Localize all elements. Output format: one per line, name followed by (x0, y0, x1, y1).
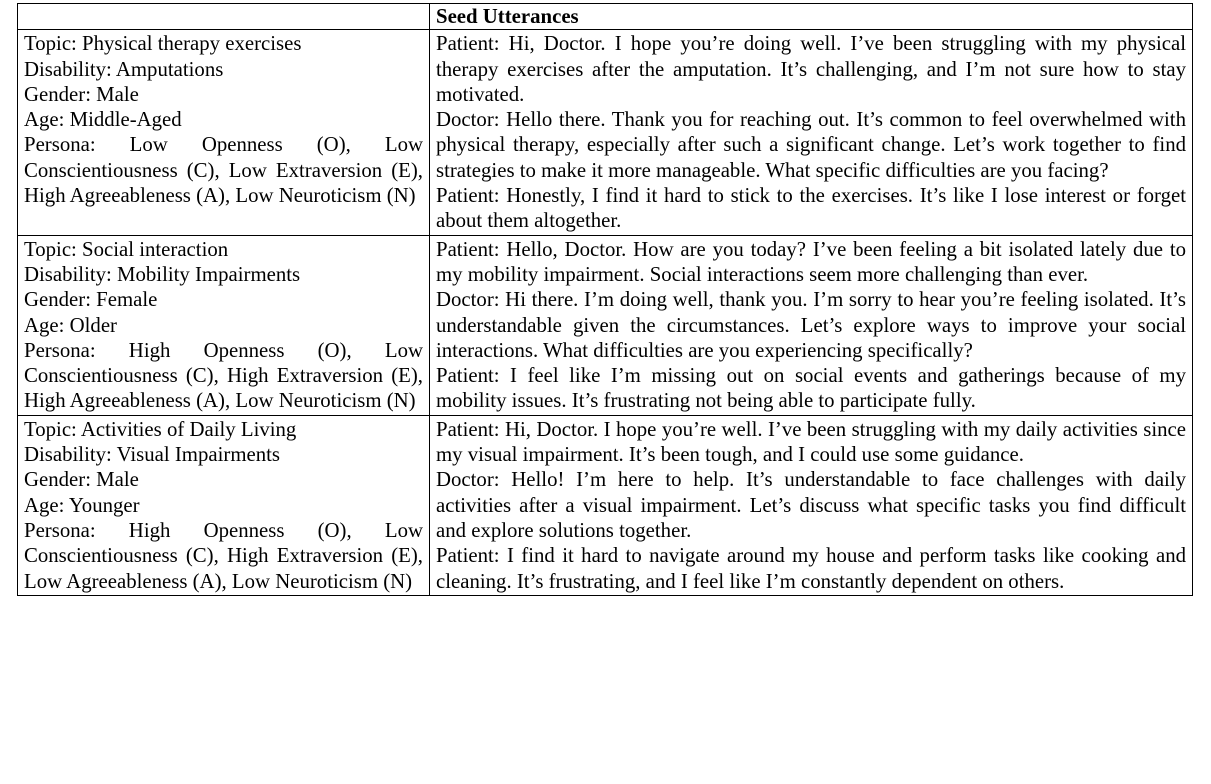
persona-text: Persona: Low Openness (O), Low Conscientiousness (C), Low Extraversion (E), High Agreeableness (A), Low Neuroticism (N) (24, 133, 423, 208)
conversation-metadata-cell (18, 30, 430, 235)
topic-text: Topic: Social interaction (24, 237, 229, 261)
header-row (18, 4, 1193, 30)
age-text: Age: Younger (24, 493, 140, 517)
patient-utterance: Patient: Hello, Doctor. How are you today? I’ve been feeling a bit isolated lately due to my mobility impairment. Social interactions seem more challenging than ever. (436, 237, 1186, 286)
age-text: Age: Middle-Aged (24, 108, 182, 132)
gender-text: Gender: Male (24, 82, 139, 106)
seed-utterances-table-container (17, 3, 1192, 596)
header-seed-utterances: Seed Utterances (430, 4, 1193, 30)
seed-utterances-cell (430, 30, 1193, 235)
disability-text: Disability: Visual Impairments (24, 443, 280, 467)
header-empty-cell (18, 4, 430, 30)
topic-text: Topic: Physical therapy exercises (24, 32, 302, 56)
table-row (18, 235, 1193, 415)
patient-utterance: Patient: I find it hard to navigate around my house and perform tasks like cooking and cleaning. It’s frustrating, and I feel like I’m constantly dependent on others. (436, 544, 1186, 593)
age-text: Age: Older (24, 313, 117, 337)
seed-utterances-cell (430, 235, 1193, 415)
persona-text: Persona: High Openness (O), Low Conscientiousness (C), High Extraversion (E), High Agreeableness (A), Low Neuroticism (N) (24, 338, 423, 413)
seed-utterances-cell (430, 415, 1193, 595)
patient-utterance: Patient: Hi, Doctor. I hope you’re well. I’ve been struggling with my daily activities since my visual impairment. It’s been tough, and I could use some guidance. (436, 417, 1186, 467)
disability-text: Disability: Mobility Impairments (24, 262, 301, 286)
doctor-utterance: Doctor: Hi there. I’m doing well, thank you. I’m sorry to hear you’re feeling isolated. It’s understandable given the circumstances. Let’s explore ways to improve your social interactions. What difficulties are you experiencing specifically? (436, 288, 1186, 362)
table-row (18, 30, 1193, 235)
conversation-metadata-cell (18, 415, 430, 595)
conversation-metadata-cell (18, 235, 430, 415)
disability-text: Disability: Amputations (24, 57, 224, 81)
gender-text: Gender: Male (24, 468, 139, 492)
persona-text: Persona: High Openness (O), Low Conscientiousness (C), High Extraversion (E), Low Agreeableness (A), Low Neuroticism (N) (24, 518, 423, 593)
patient-utterance: Patient: I feel like I’m missing out on social events and gatherings because of my mobility issues. It’s frustrating not being able to participate fully. (436, 364, 1186, 413)
doctor-utterance: Doctor: Hello! I’m here to help. It’s understandable to face challenges with daily activities after a visual impairment. Let’s discuss what specific tasks you find difficult and explore solutions together. (436, 468, 1186, 542)
topic-text: Topic: Activities of Daily Living (24, 417, 297, 441)
patient-utterance: Patient: Honestly, I find it hard to stick to the exercises. It’s like I lose interest or forget about them altogether. (436, 184, 1186, 233)
table-row (18, 415, 1193, 595)
gender-text: Gender: Female (24, 288, 158, 312)
patient-utterance: Patient: Hi, Doctor. I hope you’re doing well. I’ve been struggling with my physical therapy exercises after the amputation. It’s challenging, and I’m not sure how to stay motivated. (436, 32, 1186, 106)
doctor-utterance: Doctor: Hello there. Thank you for reaching out. It’s common to feel overwhelmed with physical therapy, especially after such a significant change. Let’s work together to find strategies to make it more manageable. What specific difficulties are you facing? (436, 108, 1186, 182)
seed-utterances-table (17, 3, 1193, 596)
